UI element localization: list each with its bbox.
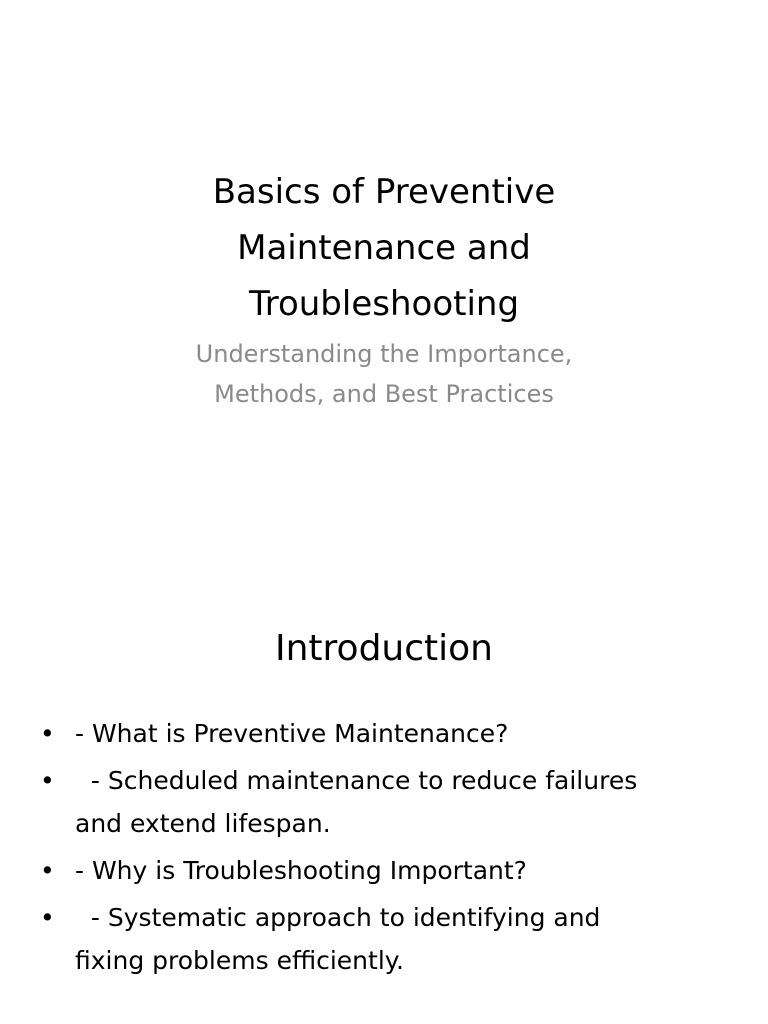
bullet-text: - Scheduled maintenance to reduce failures — [75, 766, 638, 795]
bullet-item — [0, 849, 768, 892]
slide-title-line: Troubleshooting — [248, 284, 520, 324]
slide-title-line: Basics of Preventive — [212, 172, 556, 212]
slide-title-line: Maintenance and — [237, 228, 531, 268]
bullet-icon: • — [40, 903, 55, 932]
slide-subtitle-line: Methods, and Best Practices — [214, 380, 554, 408]
slide-subtitle-line: Understanding the Importance, — [195, 340, 573, 368]
bullet-icon: • — [40, 856, 55, 885]
bullet-item — [0, 759, 768, 845]
slide-subtitle — [60, 334, 708, 414]
introduction-slide — [0, 576, 768, 1024]
slide-title — [60, 164, 708, 332]
bullet-item — [0, 896, 768, 982]
bullet-text: fixing problems efficiently. — [75, 946, 404, 975]
bullet-item — [0, 712, 768, 755]
bullet-text: - Why is Troubleshooting Important? — [75, 856, 527, 885]
bullet-text: - Systematic approach to identifying and — [75, 903, 601, 932]
bullet-text: - What is Preventive Maintenance? — [75, 719, 509, 748]
bullet-list — [0, 712, 768, 986]
bullet-text: and extend lifespan. — [75, 809, 331, 838]
bullet-icon: • — [40, 719, 55, 748]
section-title: Introduction — [274, 628, 493, 669]
bullet-icon: • — [40, 766, 55, 795]
